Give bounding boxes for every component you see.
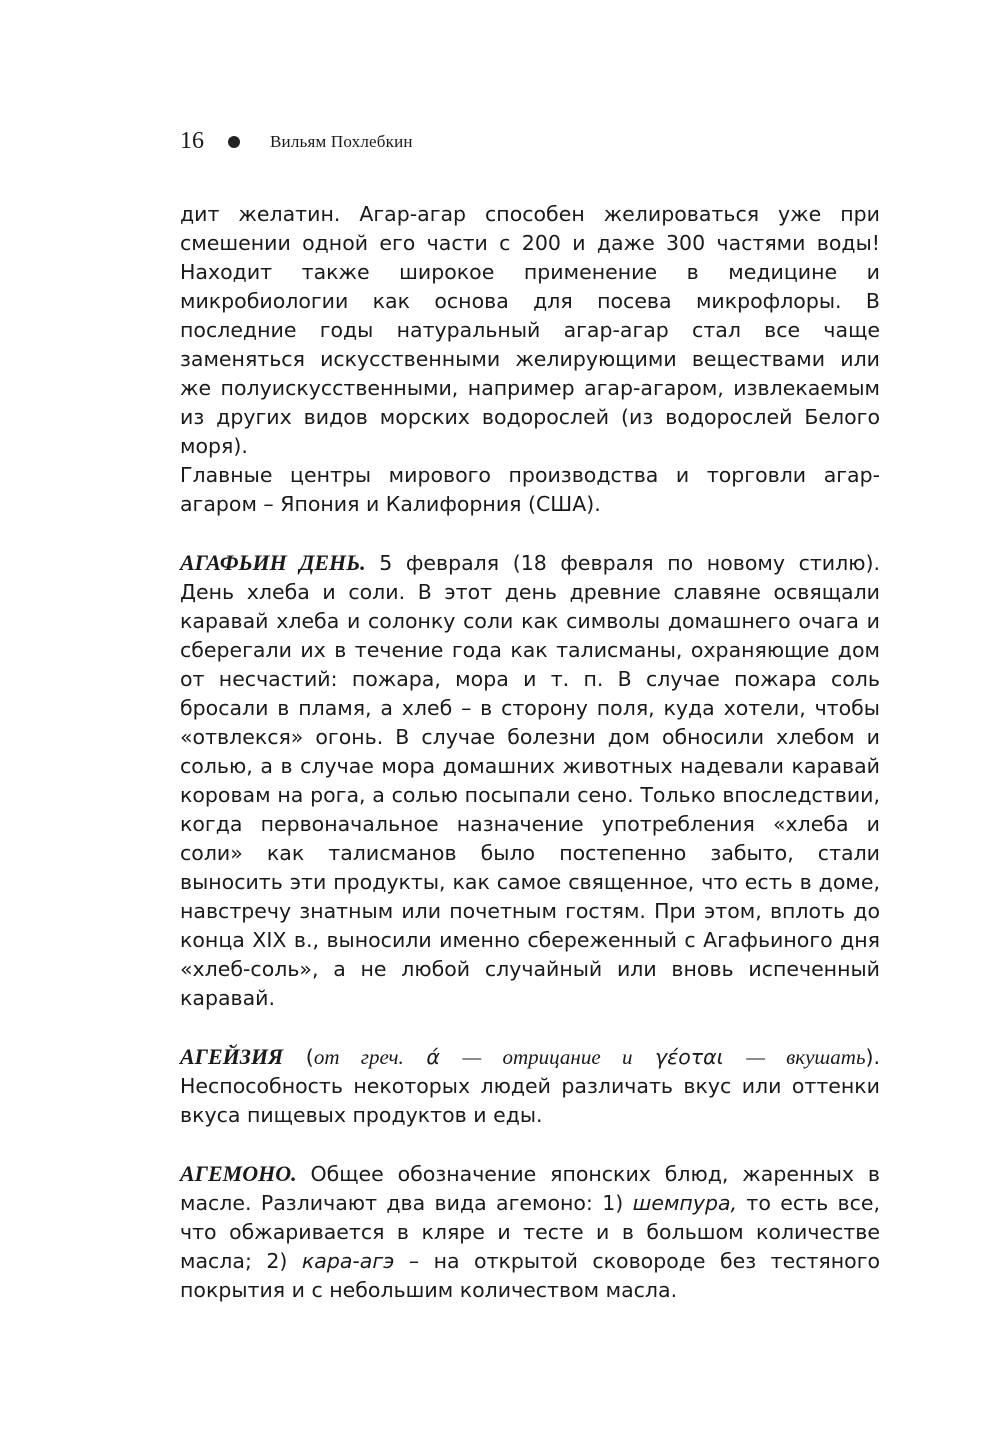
etymology-greek-prefix: ά <box>403 1045 463 1069</box>
entry-term-agafin: АГАФЬИН ДЕНЬ. <box>180 550 366 575</box>
body-text <box>180 200 880 1305</box>
bullet-dot-icon <box>228 136 240 148</box>
entry-text-agafin: 5 февраля (18 февраля по новому стилю). День хлеба и соли. В этот день древние славяне освящали каравай хлеба и солонку соли как символы домашнего очага и сберегали их в течение года как талисманы, охраняющие дом от несчастий: пожара, мора и т. п. В случае пожара соль бросали в пламя, а хлеб – в сторону поля, куда хотели, чтобы «отвлекся» огонь. В случае болезни дом обносили хлебом и солью, а в случае мора домашних животных надевали каравай коровам на рога, а солью посыпали сено. Только впоследствии, когда первоначальное назначение употребления «хлеба и соли» как талисманов было постепенно забыто, стали выносить эти продукты, как самое священное, что есть в доме, навстречу знатным или почетным гостям. При этом, вплоть до конца XIX в., выносили именно сбереженный с Агафьиного дня «хлеб-соль», а не любой случайный или вновь испеченный каравай. <box>180 551 880 1010</box>
agemono-kind-shempura: шемпура, <box>632 1191 738 1215</box>
entry-term-ageusia: АГЕЙЗИЯ <box>180 1044 284 1069</box>
etymology-source: от греч. <box>313 1045 404 1069</box>
agemono-kind-kara-age: кара-агэ <box>301 1249 395 1273</box>
page-number: 16 <box>180 128 204 154</box>
entry-agemono <box>180 1159 880 1305</box>
entry-text-agemono-2: то есть все, что обжаривается в кляре и тесте и в большом количестве масла; 2) <box>180 1191 880 1273</box>
running-head-author: Вильям Похлебкин <box>270 131 413 151</box>
etymology-meaning-1: — отрицание и <box>462 1045 633 1069</box>
running-header <box>180 128 413 155</box>
entry-agafin-den <box>180 548 880 1013</box>
entry-text-agemono-1: Общее обозначение японских блюд, жаренных в масле. Различают два вида агемоно: 1) <box>180 1162 880 1215</box>
etymology-greek-root: γέοται <box>632 1045 747 1069</box>
entry-ageusia <box>180 1042 880 1130</box>
entry-term-agemono: АГЕМОНО. <box>180 1161 297 1186</box>
etymology-meaning-2: — вкушать <box>746 1045 866 1069</box>
entry-text-ageusia: ). Неспособность некоторых людей различать вкус или оттенки вкуса пищевых продуктов и еды. <box>180 1045 881 1127</box>
etymology-open-paren: ( <box>283 1045 314 1069</box>
paragraph-agar-centers: Главные центры мирового производства и торговли агар-агаром – Япония и Калифорния (США). <box>180 463 880 516</box>
paragraph-agar-continued: дит желатин. Агар-агар способен желироваться уже при смешении одной его части с 200 и даже 300 частями воды! Находит также широкое применение в медицине и микробиологии как основа для посева микрофлоры. В последние годы натуральный агар-агар стал все чаще заменяться искусственными желирующими веществами или же полуискусственными, например агар-агаром, извлекаемым из других видов морских водорослей (из водорослей Белого моря). <box>180 202 880 458</box>
entry-text-agemono-3: – на открытой сковороде без тестяного покрытия и с небольшим количеством масла. <box>180 1249 881 1302</box>
